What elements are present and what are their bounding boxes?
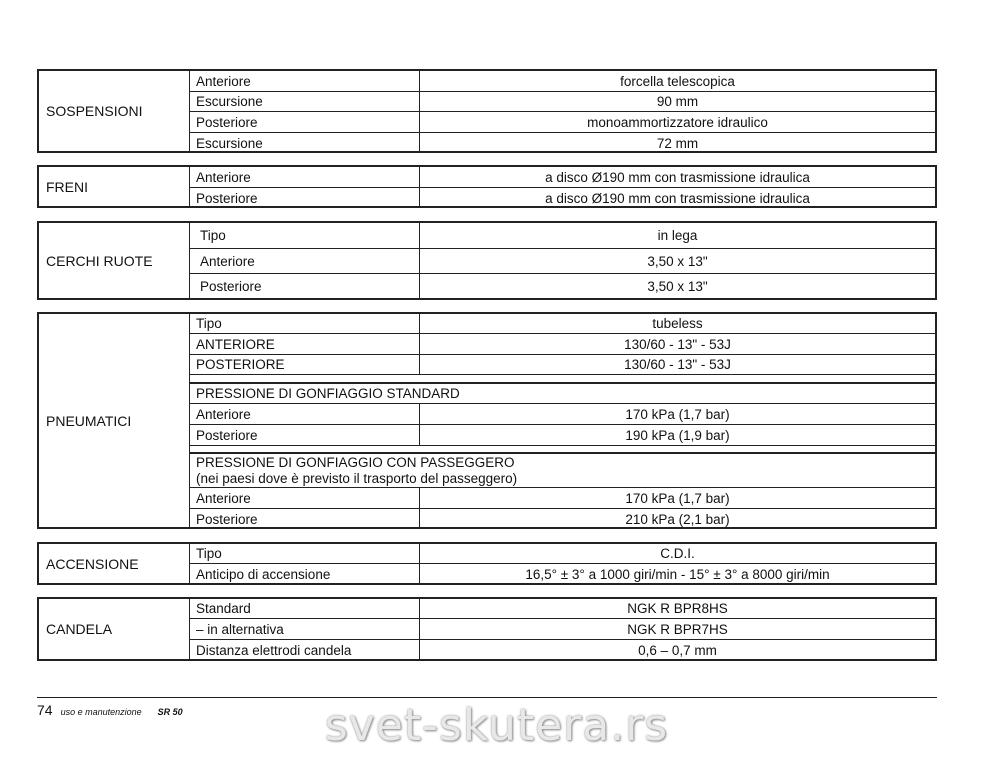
row-key: Posteriore <box>190 112 420 132</box>
section-label: ACCENSIONE <box>39 544 190 583</box>
section-pneumatici <box>37 312 937 529</box>
footer-model: SR 50 <box>157 707 183 717</box>
table-row <box>190 640 935 661</box>
table-row <box>190 167 935 188</box>
row-value: C.D.I. <box>660 546 695 561</box>
header-text: PRESSIONE DI GONFIAGGIO CON PASSEGGERO <box>196 454 515 470</box>
row-value: tubeless <box>652 316 703 331</box>
row-key: Posteriore <box>190 509 420 529</box>
row-value: 16,5° ± 3° a 1000 giri/min - 15° ± 3° a 8000 giri/min <box>525 567 830 582</box>
page-number: 74 <box>37 702 53 718</box>
section-accensione <box>37 542 937 585</box>
row-key: Posteriore <box>190 274 420 298</box>
table-row <box>190 509 935 529</box>
table-row <box>190 619 935 640</box>
standard-pressure-header <box>190 382 935 404</box>
section-label: FRENI <box>39 167 190 206</box>
table-row <box>190 334 935 355</box>
row-key: Anteriore <box>190 249 420 273</box>
table-row <box>190 425 935 445</box>
table-row <box>190 112 935 133</box>
row-key: Anteriore <box>190 488 420 508</box>
table-row <box>190 544 935 564</box>
row-key: Anteriore <box>190 404 420 424</box>
row-value: 72 mm <box>656 135 699 151</box>
row-value: 0,6 – 0,7 mm <box>638 643 717 658</box>
table-row <box>190 223 935 249</box>
section-sospensioni <box>37 69 937 153</box>
table-row <box>190 488 935 509</box>
row-key: Posteriore <box>190 188 420 208</box>
row-value: 3,50 x 13" <box>647 253 708 269</box>
table-row <box>190 249 935 274</box>
table-row <box>190 71 935 92</box>
row-value: a disco Ø190 mm con trasmissione idraulica <box>545 169 810 185</box>
row-value: 90 mm <box>656 94 699 109</box>
row-value: 190 kPa (1,9 bar) <box>625 427 730 443</box>
table-row <box>190 564 935 585</box>
section-label: CERCHI RUOTE <box>39 223 190 298</box>
section-cerchi-ruote <box>37 221 937 300</box>
table-row <box>190 274 935 298</box>
row-value: 170 kPa (1,7 bar) <box>625 406 730 422</box>
row-key: Posteriore <box>190 425 420 445</box>
row-value: NGK R BPR8HS <box>627 601 728 616</box>
row-value: 210 kPa (2,1 bar) <box>625 511 730 527</box>
row-key: Escursione <box>190 133 420 153</box>
spacer <box>190 375 935 382</box>
section-candela <box>37 597 937 661</box>
table-row <box>190 188 935 208</box>
header-note: (nei paesi dove è previsto il trasporto del passeggero) <box>196 470 518 486</box>
table-row <box>190 355 935 375</box>
table-row <box>190 314 935 334</box>
row-value: 3,50 x 13" <box>647 278 708 294</box>
table-row <box>190 404 935 425</box>
row-key: Anteriore <box>190 167 420 187</box>
row-value: NGK R BPR7HS <box>627 621 728 637</box>
passenger-pressure-header <box>190 452 935 488</box>
row-key: Standard <box>190 599 420 618</box>
row-value: in lega <box>657 228 698 243</box>
footer-divider <box>37 697 937 698</box>
row-key: – in alternativa <box>190 619 420 639</box>
watermark: svet-skutera.rs <box>324 700 669 751</box>
table-row <box>190 92 935 112</box>
table-row <box>190 599 935 619</box>
row-key: Tipo <box>190 223 420 248</box>
row-key: Anteriore <box>190 71 420 91</box>
row-key: POSTERIORE <box>190 355 420 374</box>
row-value: 130/60 - 13" - 53J <box>624 336 731 352</box>
row-value: a disco Ø190 mm con trasmissione idraulica <box>545 190 810 206</box>
row-value: forcella telescopica <box>620 73 735 89</box>
row-key: Tipo <box>190 314 420 333</box>
section-label: CANDELA <box>39 599 190 659</box>
section-label: SOSPENSIONI <box>39 71 190 151</box>
footer-subtitle: uso e manutenzione <box>60 707 142 717</box>
row-key: Distanza elettrodi candela <box>190 640 420 661</box>
row-value: 170 kPa (1,7 bar) <box>625 490 730 506</box>
section-freni <box>37 165 937 208</box>
table-row <box>190 133 935 153</box>
section-label: PNEUMATICI <box>39 314 190 527</box>
spacer <box>190 445 935 452</box>
row-key: Anticipo di accensione <box>190 564 420 585</box>
row-key: Tipo <box>190 544 420 563</box>
row-key: ANTERIORE <box>190 334 420 354</box>
header-text: PRESSIONE DI GONFIAGGIO STANDARD <box>196 386 460 401</box>
row-value: monoammortizzatore idraulico <box>587 114 768 130</box>
row-value: 130/60 - 13" - 53J <box>624 357 731 372</box>
row-key: Escursione <box>190 92 420 111</box>
